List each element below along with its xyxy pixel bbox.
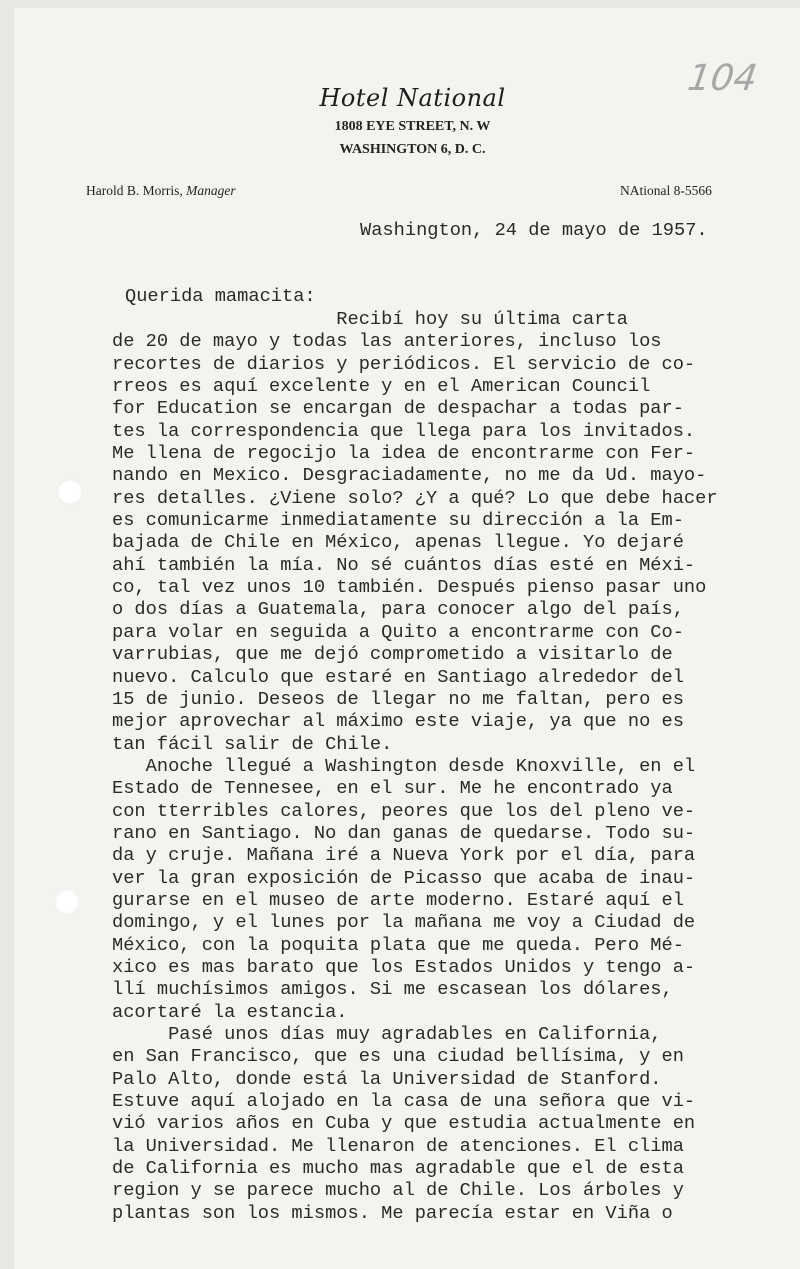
body-line: region y se parece mucho al de Chile. Los árboles y [112, 1179, 684, 1202]
body-line: da y cruje. Mañana iré a Nueva York por el día, para [112, 844, 696, 867]
body-line: gurarse en el museo de arte moderno. Estaré aquí el [112, 888, 684, 911]
body-line: varrubias, que me dejó comprometido a visitarlo de [112, 643, 673, 666]
punch-hole [57, 479, 83, 505]
body-line: la Universidad. Me llenaron de atenciones. El clima [112, 1134, 684, 1157]
body-line: xico es mas barato que los Estados Unidos y tengo a- [112, 955, 696, 978]
body-line: tan fácil salir de Chile. [112, 732, 393, 755]
manager-name: Harold B. Morris, [86, 183, 183, 198]
body-line: for Education se encargan de despachar a todas par- [112, 397, 684, 420]
body-line: res detalles. ¿Viene solo? ¿Y a qué? Lo que debe hacer [112, 486, 718, 509]
body-line: 15 de junio. Deseos de llegar no me faltan, pero es [112, 687, 684, 710]
body-line: co, tal vez unos 10 también. Después pienso pasar uno [112, 576, 707, 599]
body-line: de 20 de mayo y todas las anteriores, incluso los [112, 330, 662, 353]
salutation: Querida mamacita: [125, 285, 316, 307]
body-line: Pasé unos días muy agradables en California, [112, 1023, 662, 1045]
body-line: plantas son los mismos. Me parecía estar en Viña o [112, 1201, 673, 1224]
body-line: acortaré la estancia. [112, 1000, 348, 1023]
body-line: Recibí hoy su última carta [112, 308, 628, 330]
date-line: Washington, 24 de mayo de 1957. [360, 219, 708, 241]
body-line: llí muchísimos amigos. Si me escasean los dólares, [112, 978, 673, 1001]
body-line: es comunicarme inmediatamente su dirección a la Em- [112, 509, 684, 532]
body-line: nando en Mexico. Desgraciadamente, no me da Ud. mayo- [112, 464, 707, 487]
body-line: con tterribles calores, peores que los del pleno ve- [112, 799, 696, 822]
address-line-1: 1808 EYE STREET, N. W [334, 119, 491, 134]
body-line: rreos es aquí excelente y en el American Council [112, 375, 651, 398]
phone-number: NAtional 8-5566 [620, 183, 712, 198]
punch-hole [54, 889, 80, 915]
body-line: nuevo. Calculo que estaré en Santiago alrededor del [112, 665, 684, 688]
body-line: ahí también la mía. No sé cuántos días esté en Méxi- [112, 553, 696, 576]
body-line: Anoche llegué a Washington desde Knoxville, en el [112, 754, 696, 777]
body-line: en San Francisco, que es una ciudad bellísima, y en [112, 1045, 684, 1068]
body-line: Palo Alto, donde está la Universidad de Stanford. [112, 1067, 662, 1090]
body-line: mejor aprovechar al máximo este viaje, ya que no es [112, 710, 684, 733]
body-line: Estuve aquí alojado en la casa de una señora que vi- [112, 1090, 696, 1113]
body-line: México, con la poquita plata que me queda. Pero Mé- [112, 933, 684, 956]
body-line: recortes de diarios y periódicos. El servicio de co- [112, 352, 696, 375]
hotel-name: Hotel National [319, 84, 506, 112]
body-line: domingo, y el lunes por la mañana me voy a Ciudad de [112, 911, 696, 934]
body-line: de California es mucho mas agradable que el de esta [112, 1157, 684, 1180]
archive-number: 104 [685, 58, 760, 99]
body-line: Me llena de regocijo la idea de encontrarme con Fer- [112, 442, 696, 465]
manager-title: Manager [186, 183, 236, 198]
manager-line [86, 183, 236, 199]
body-line: vió varios años en Cuba y que estudia actualmente en [112, 1112, 696, 1135]
body-line: para volar en seguida a Quito a encontrarme con Co- [112, 620, 684, 643]
body-line: bajada de Chile en México, apenas llegue. Yo dejaré [112, 531, 684, 554]
body-line: rano en Santiago. No dan ganas de quedarse. Todo su- [112, 821, 696, 844]
body-line: Estado de Tennesee, en el sur. Me he encontrado ya [112, 777, 673, 800]
body-line: tes la correspondencia que llega para los invitados. [112, 419, 696, 442]
body-line: o dos días a Guatemala, para conocer algo del país, [112, 598, 684, 621]
letter-body [112, 308, 718, 1224]
body-line: ver la gran exposición de Picasso que acaba de inau- [112, 866, 696, 889]
address-line-2: WASHINGTON 6, D. C. [339, 142, 486, 157]
